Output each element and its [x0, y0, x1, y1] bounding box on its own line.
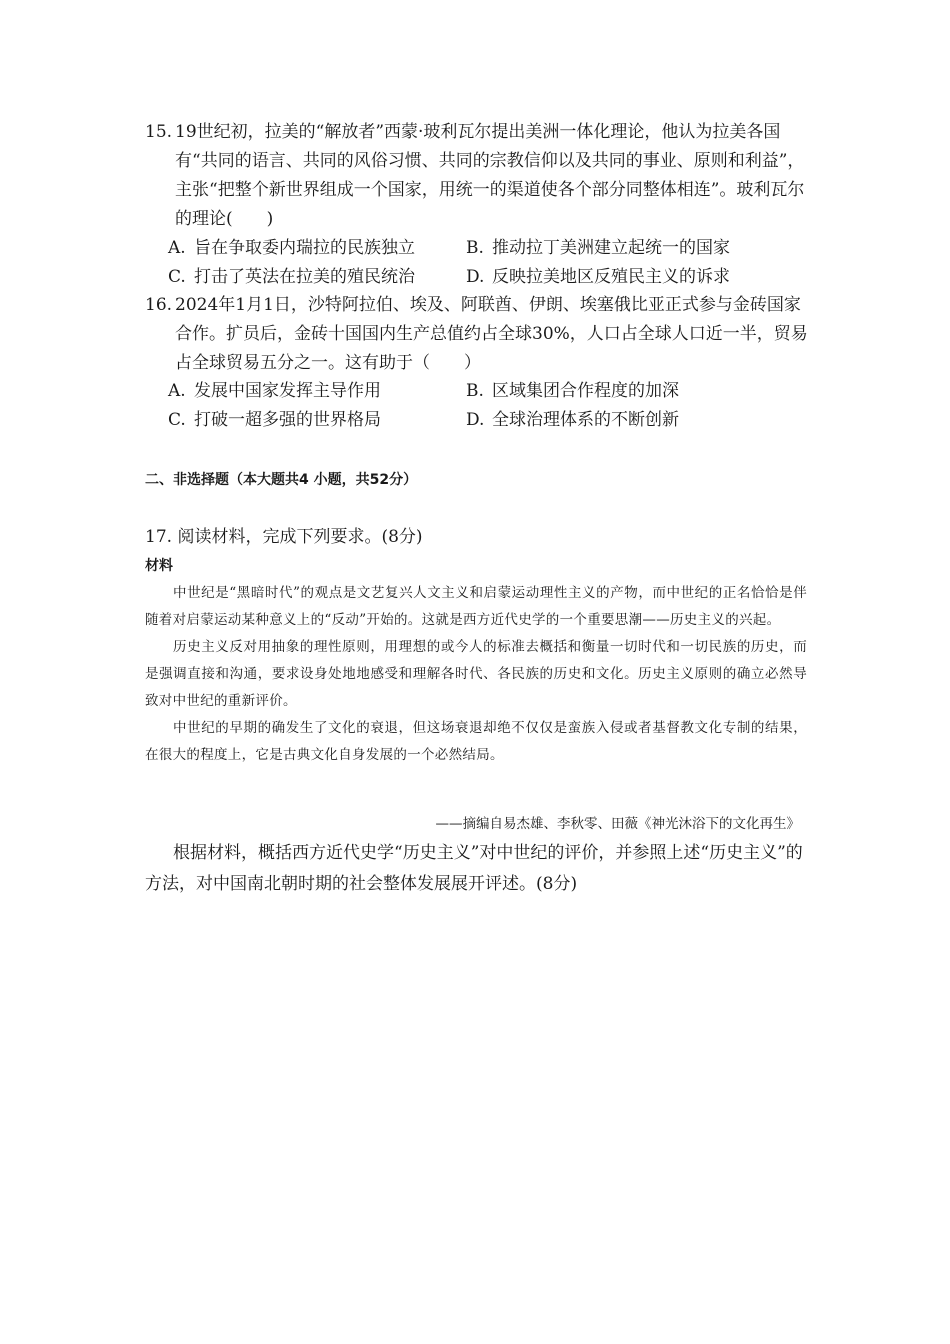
material-paragraph-1: 中世纪是“黑暗时代”的观点是文艺复兴人文主义和启蒙运动理性主义的产物，而中世纪的正名恰恰是伴随着对启蒙运动某种意义上的“反动”开始的。这就是西方近代史学的一个重要思潮——历史主义的兴起。	[145, 585, 807, 628]
option-a: A. 旨在争取委内瑞拉的民族独立	[168, 238, 415, 258]
task-text: 根据材料，概括西方近代史学“历史主义”对中世纪的评价，并参照上述“历史主义”的方法，对中国南北朝时期的社会整体发展展开评述。(8分)	[145, 843, 803, 894]
question-stem: 2024年1月1日，沙特阿拉伯、埃及、阿联酋、伊朗、埃塞俄比亚正式参与金砖国家合作。扩员后，金砖十国国内生产总值约占全球30%，人口占全球人口近一半，贸易占全球贸易五分之一。这有助于（ ）	[175, 295, 808, 373]
material-paragraph-2: 历史主义反对用抽象的理性原则，用理想的或今人的标准去概括和衡量一切时代和一切民族的历史，而是强调直接和沟通，要求设身处地地感受和理解各时代、各民族的历史和文化。历史主义原则的确立必然导致对中世纪的重新评价。	[145, 639, 807, 709]
question-17-task	[145, 838, 810, 900]
question-16-options	[168, 377, 808, 435]
question-16	[145, 291, 810, 378]
question-17-heading: 17. 阅读材料，完成下列要求。(8分)	[145, 527, 423, 547]
question-number: 16.	[145, 295, 173, 315]
material-paragraph-3: 中世纪的早期的确发生了文化的衰退，但这场衰退却绝不仅仅是蛮族入侵或者基督教文化专制的结果，在很大的程度上，它是古典文化自身发展的一个必然结局。	[145, 720, 807, 763]
material-source: ——摘编自易杰雄、李秋零、田薇《神光沐浴下的文化再生》	[435, 816, 800, 832]
material-text	[145, 580, 807, 769]
option-c: C. 打击了英法在拉美的殖民统治	[168, 267, 415, 287]
option-d: D. 反映拉美地区反殖民主义的诉求	[466, 267, 730, 287]
option-c: C. 打破一超多强的世界格局	[168, 410, 381, 430]
option-d: D. 全球治理体系的不断创新	[466, 410, 679, 430]
question-stem: 19世纪初，拉美的“解放者”西蒙·玻利瓦尔提出美洲一体化理论，他认为拉美各国有“共同的语言、共同的风俗习惯、共同的宗教信仰以及共同的事业、原则和利益”，主张“把整个新世界组成一个国家，用统一的渠道使各个部分同整体相连”。玻利瓦尔的理论( )	[175, 122, 805, 229]
section-title: 二、非选择题（本大题共4 小题，共52分）	[145, 472, 418, 488]
material-label: 材料	[145, 558, 173, 574]
question-number: 15.	[145, 122, 173, 142]
question-15-options	[168, 234, 808, 292]
option-b: B. 区域集团合作程度的加深	[466, 381, 679, 401]
question-15	[145, 118, 810, 234]
option-a: A. 发展中国家发挥主导作用	[168, 381, 381, 401]
option-b: B. 推动拉丁美洲建立起统一的国家	[466, 238, 730, 258]
